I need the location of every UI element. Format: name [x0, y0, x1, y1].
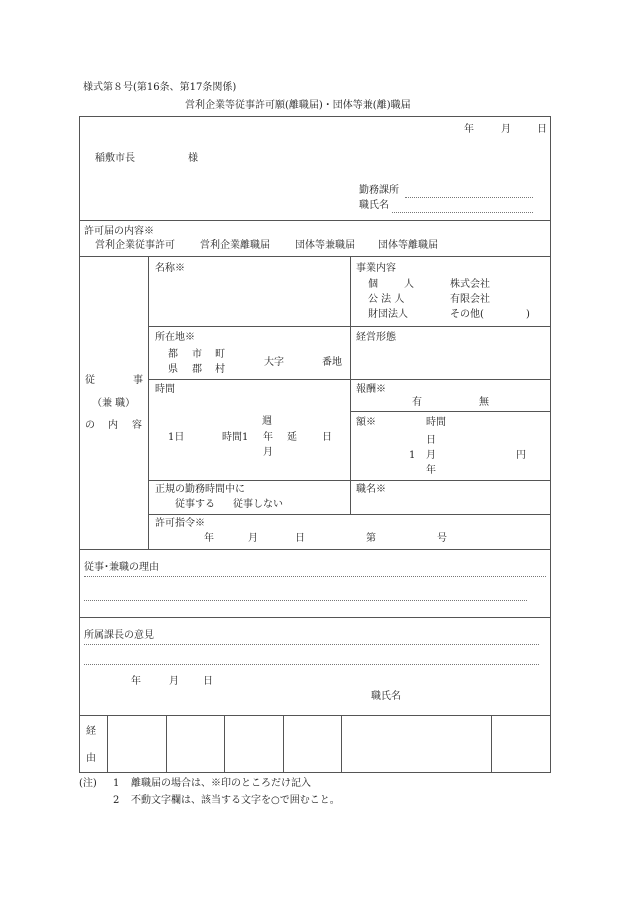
permit-order-label: 許可指令※: [155, 518, 205, 529]
side-label-char: 内: [108, 420, 118, 431]
date-day: 日: [537, 124, 547, 135]
permit-go: 号: [437, 533, 447, 544]
name-input-line[interactable]: [392, 212, 533, 213]
dept-label: 勤務課所: [359, 185, 399, 196]
permit-option[interactable]: 営利企業離職届: [200, 240, 270, 251]
permit-day: 日: [295, 533, 305, 544]
addressee-name: 稲敷市長: [95, 153, 135, 164]
regular-hours-label: 正規の勤務時間中に: [155, 484, 245, 495]
addressee-honorific: 様: [188, 153, 198, 164]
business-type-close: ): [526, 309, 530, 320]
opinion-label: 所属課長の意見: [84, 630, 154, 641]
location-unit: 大字: [264, 357, 284, 368]
regular-yes[interactable]: 従事する: [175, 499, 215, 510]
side-label-char: 容: [132, 420, 142, 431]
opinion-day: 日: [203, 676, 213, 687]
divider: [79, 617, 551, 618]
management-label: 経営形態: [356, 332, 396, 343]
side-label-paren: （兼 職）: [92, 398, 136, 409]
routing-label: 由: [86, 753, 96, 764]
permit-number: 第: [366, 533, 376, 544]
divider: [79, 256, 551, 257]
time-total: 延: [287, 432, 297, 443]
location-unit[interactable]: 都: [168, 349, 178, 360]
opinion-line[interactable]: [84, 664, 539, 665]
divider: [166, 715, 167, 773]
divider: [79, 549, 551, 550]
opinion-year: 年: [131, 676, 141, 687]
divider: [148, 480, 551, 481]
location-unit[interactable]: 市: [192, 349, 202, 360]
business-type[interactable]: 人: [404, 279, 414, 290]
business-type[interactable]: 有限会社: [450, 294, 490, 305]
permit-month: 月: [248, 533, 258, 544]
time-unit-day[interactable]: 1日: [168, 432, 185, 443]
permit-year: 年: [204, 533, 214, 544]
amount-one: 1: [409, 450, 416, 461]
note-text: 離職届の場合は、※印のところだけ記入: [131, 778, 311, 789]
side-label-char: 従: [85, 375, 95, 386]
location-unit[interactable]: 村: [215, 364, 225, 375]
divider: [283, 715, 284, 773]
business-type[interactable]: 株式会社: [450, 279, 490, 290]
field-name-label: 名称※: [155, 263, 185, 274]
notes-prefix: (注): [79, 778, 97, 789]
business-label: 事業内容: [356, 263, 396, 274]
divider: [148, 514, 551, 515]
divider: [224, 715, 225, 773]
opinion-month: 月: [169, 676, 179, 687]
amount-label: 額※: [356, 417, 376, 428]
location-label: 所在地※: [155, 332, 195, 343]
amount-yen: 円: [516, 450, 526, 461]
location-unit: 番地: [322, 357, 342, 368]
divider: [107, 715, 108, 773]
time-month[interactable]: 月: [263, 447, 273, 458]
divider: [148, 379, 551, 380]
divider: [79, 715, 551, 716]
time-hours: 時間1: [222, 432, 249, 443]
permit-option[interactable]: 団体等離職届: [378, 240, 438, 251]
permit-option[interactable]: 営利企業従事許可: [95, 240, 175, 251]
regular-no[interactable]: 従事しない: [233, 499, 283, 510]
reward-yes[interactable]: 有: [412, 397, 422, 408]
divider: [341, 715, 342, 773]
location-unit[interactable]: 県: [168, 364, 178, 375]
time-day: 日: [322, 432, 332, 443]
permit-option[interactable]: 団体等兼職届: [295, 240, 355, 251]
business-type[interactable]: 財団法人: [368, 309, 408, 320]
divider: [491, 715, 492, 773]
business-type[interactable]: その他(: [450, 309, 484, 320]
note-number: 2: [113, 795, 120, 806]
location-unit[interactable]: 郡: [192, 364, 202, 375]
form-frame: [79, 116, 551, 773]
date-year: 年: [464, 124, 474, 135]
reason-label: 従事･兼職の理由: [84, 562, 159, 573]
permit-content-label: 許可届の内容※: [84, 226, 154, 237]
routing-label: 経: [86, 726, 96, 737]
divider: [350, 411, 551, 412]
reward-no[interactable]: 無: [479, 397, 489, 408]
amount-month[interactable]: 月: [426, 450, 436, 461]
reason-line[interactable]: [84, 576, 546, 577]
divider: [148, 326, 551, 327]
note-text: 不動文字欄は、該当する文字を○で囲むこと。: [131, 795, 340, 806]
note-number: 1: [113, 778, 120, 789]
form-number: 様式第８号(第16条、第17条関係): [83, 82, 237, 93]
side-label-char: の: [85, 420, 95, 431]
position-label: 職名※: [356, 484, 386, 495]
opinion-line[interactable]: [84, 644, 539, 645]
form-title: 営利企業等従事許可願(離職届)・団体等兼(離)職届: [185, 100, 411, 111]
business-type[interactable]: 個: [368, 279, 378, 290]
time-year[interactable]: 年: [263, 432, 273, 443]
reason-line[interactable]: [84, 600, 527, 601]
time-week[interactable]: 週: [262, 416, 272, 427]
opinion-name-label: 職氏名: [371, 691, 401, 702]
reward-label: 報酬※: [356, 384, 386, 395]
name-label: 職氏名: [359, 200, 389, 211]
amount-day[interactable]: 日: [426, 435, 436, 446]
dept-input-line[interactable]: [405, 197, 533, 198]
time-label: 時間: [155, 384, 175, 395]
business-type[interactable]: 公 法 人: [368, 294, 405, 305]
side-label-char: 事: [133, 375, 143, 386]
divider: [350, 256, 351, 514]
amount-hours[interactable]: 時間: [426, 417, 446, 428]
location-unit[interactable]: 町: [215, 349, 225, 360]
divider: [148, 256, 149, 549]
date-month: 月: [501, 124, 511, 135]
divider: [79, 220, 551, 221]
amount-year[interactable]: 年: [426, 465, 436, 476]
